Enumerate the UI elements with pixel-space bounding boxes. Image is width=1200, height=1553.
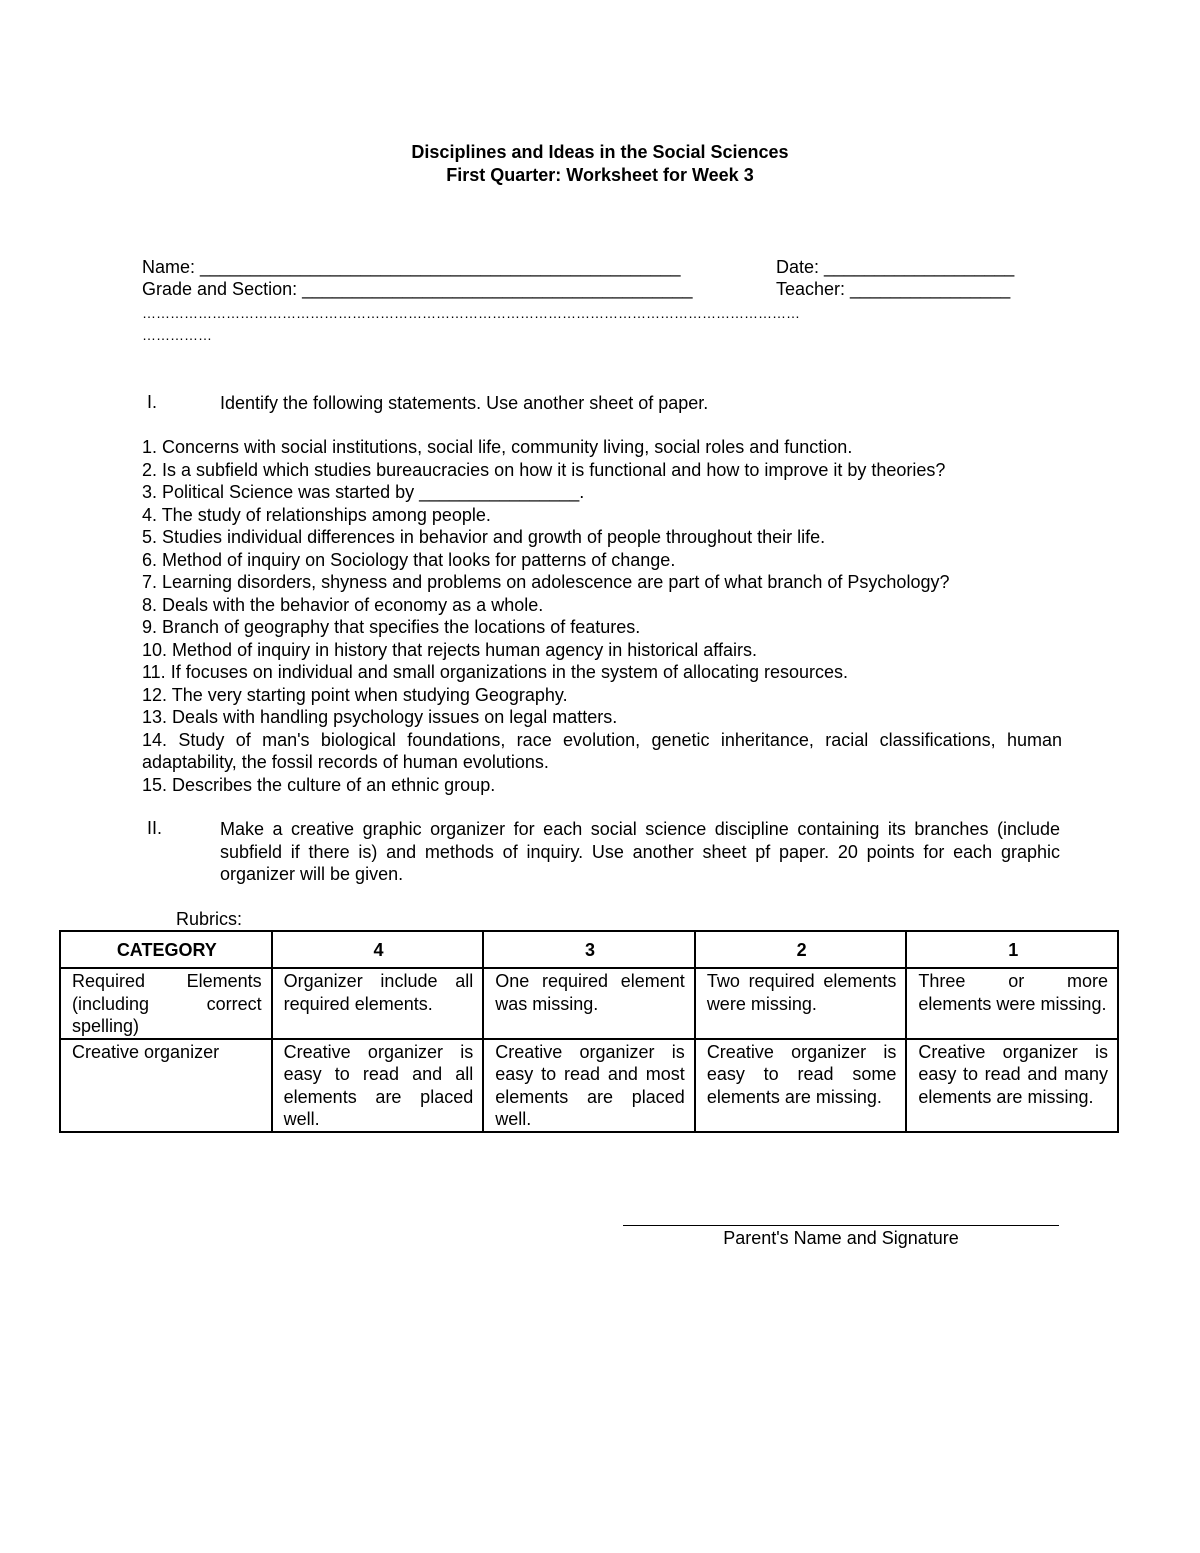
name-label: Name: — [142, 257, 201, 277]
rubric-cell: One required element was missing. — [483, 968, 695, 1039]
signature-line[interactable] — [623, 1225, 1059, 1226]
rubric-table — [59, 930, 1119, 1133]
question-item: 8. Deals with the behavior of economy as a whole. — [142, 594, 544, 615]
rubric-row — [60, 968, 1118, 1039]
question-item: 6. Method of inquiry on Sociology that looks for patterns of change. — [142, 549, 676, 570]
grade-section-label: Grade and Section: — [142, 279, 303, 299]
rubric-header-4: 4 — [272, 931, 484, 968]
rubric-header-row — [60, 931, 1118, 968]
question-item: 2. Is a subfield which studies bureaucracies on how it is functional and how to improve it by theories? — [142, 459, 946, 480]
date-field[interactable] — [776, 256, 1014, 278]
date-blank: ___________________ — [824, 257, 1015, 277]
part2-numeral: II. — [147, 818, 163, 838]
rubric-cell: Creative organizer is easy to read and all elements are placed well. — [272, 1039, 484, 1132]
teacher-field[interactable] — [776, 278, 1010, 300]
rubric-cell: Creative organizer — [60, 1039, 272, 1132]
name-blank: ________________________________________________ — [200, 257, 681, 277]
rubric-cell: Three or more elements were missing. — [906, 968, 1118, 1039]
page-subtitle: First Quarter: Worksheet for Week 3 — [446, 165, 754, 185]
rubric-cell: Organizer include all required elements. — [272, 968, 484, 1039]
dotted-separator-1: …………………………………………………………………………………………………………………………… — [142, 305, 800, 321]
question-item: 3. Political Science was started by ________________. — [142, 482, 585, 502]
signature-label: Parent's Name and Signature — [723, 1228, 959, 1248]
rubric-header-category: CATEGORY — [60, 931, 272, 968]
question-item: 12. The very starting point when studying Geography. — [142, 684, 568, 705]
rubric-header-3: 3 — [483, 931, 695, 968]
part1-instruction: Identify the following statements. Use another sheet of paper. — [220, 393, 709, 413]
teacher-blank: ________________ — [850, 279, 1011, 299]
question-item: 4. The study of relationships among people. — [142, 504, 491, 525]
rubric-row — [60, 1039, 1118, 1132]
question-item: 13. Deals with handling psychology issues on legal matters. — [142, 707, 618, 727]
question-item: 14. Study of man's biological foundations, race evolution, genetic inheritance, racial classifications, human adaptability, the fossil records of human evolutions. — [142, 729, 1062, 772]
name-field[interactable] — [142, 256, 681, 278]
rubric-cell: Two required elements were missing. — [695, 968, 907, 1039]
date-label: Date: — [776, 257, 825, 277]
rubrics-label: Rubrics: — [176, 909, 243, 929]
question-item: 10. Method of inquiry in history that rejects human agency in historical affairs. — [142, 639, 757, 660]
dotted-separator-2: …………… — [142, 327, 212, 343]
question-list — [142, 436, 1062, 796]
grade-section-blank: _______________________________________ — [302, 279, 693, 299]
rubric-cell: Creative organizer is easy to read some elements are missing. — [695, 1039, 907, 1132]
grade-section-field[interactable] — [142, 278, 693, 300]
rubric-cell: Creative organizer is easy to read and many elements are missing. — [906, 1039, 1118, 1132]
rubric-cell: Creative organizer is easy to read and most elements are placed well. — [483, 1039, 695, 1132]
part1-numeral: I. — [147, 392, 158, 412]
question-item: 11. If focuses on individual and small organizations in the system of allocating resources. — [142, 662, 849, 682]
question-item: 7. Learning disorders, shyness and problems on adolescence are part of what branch of Psychology? — [142, 572, 950, 592]
page-title: Disciplines and Ideas in the Social Sciences — [411, 142, 789, 162]
rubric-header-2: 2 — [695, 931, 907, 968]
question-item: 5. Studies individual differences in behavior and growth of people throughout their life. — [142, 527, 826, 547]
teacher-label: Teacher: — [776, 279, 851, 299]
rubric-header-1: 1 — [906, 931, 1118, 968]
question-item: 1. Concerns with social institutions, social life, community living, social roles and function. — [142, 437, 853, 457]
question-item: 9. Branch of geography that specifies the locations of features. — [142, 617, 641, 637]
part2-instruction: Make a creative graphic organizer for each social science discipline containing its branches (include subfield if there is) and methods of inquiry. Use another sheet pf paper. 20 points for each graphic organizer will be given. — [220, 819, 1060, 884]
rubric-cell: Required Elements (including correct spelling) — [60, 968, 272, 1039]
question-item: 15. Describes the culture of an ethnic group. — [142, 774, 496, 795]
